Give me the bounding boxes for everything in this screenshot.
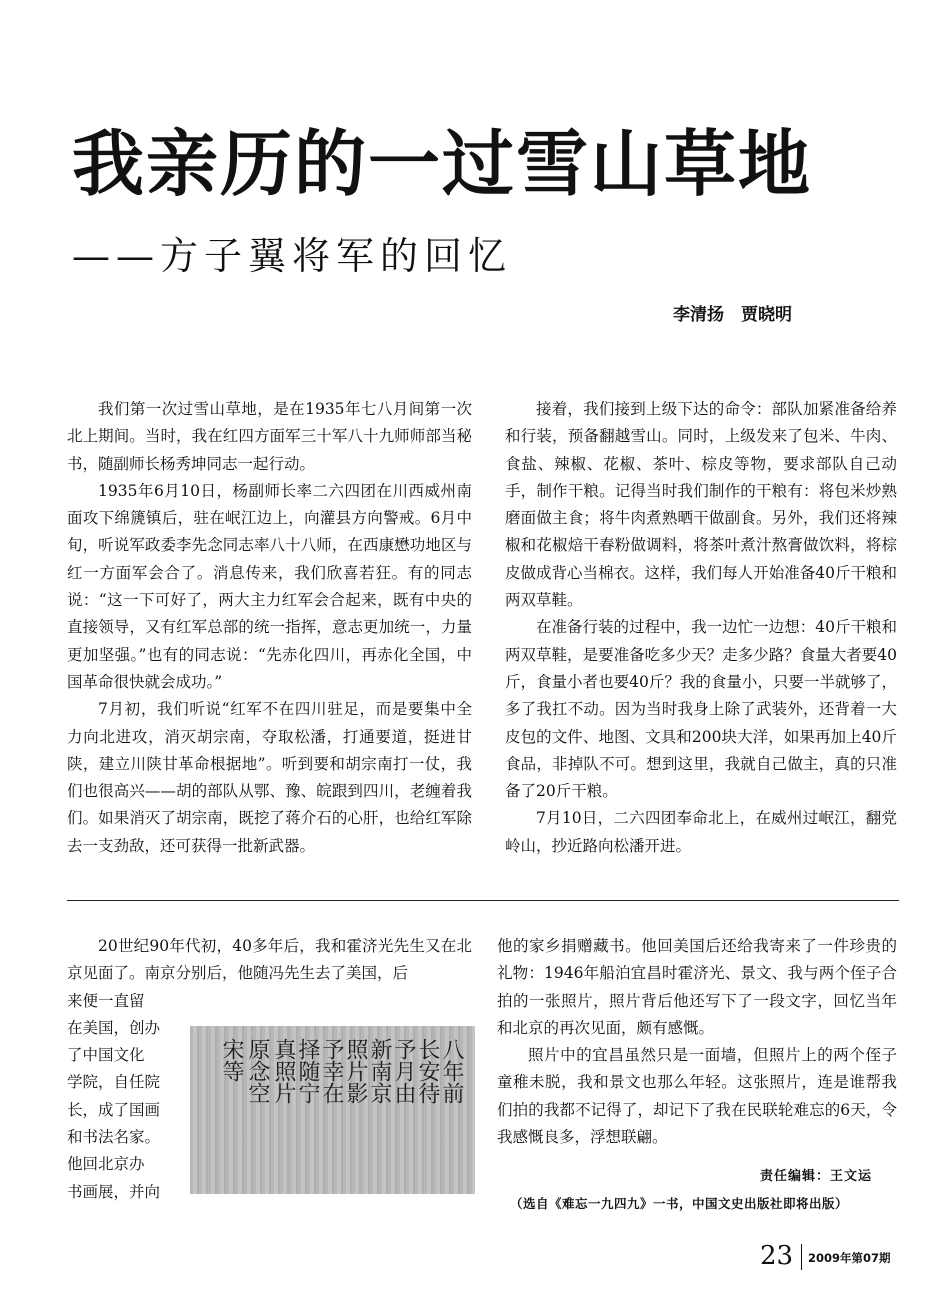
paragraph: 照片中的宜昌虽然只是一面墙，但照片上的两个侄子童稚未脱，我和景文也那么年轻。这张照片，连是谁帮我们拍的我都不记得了，却记下了我在民联轮难忘的6天，令我感慨良多，浮想联翩。	[497, 1046, 897, 1147]
calligraphy-column: 真照片	[271, 1038, 296, 1104]
paragraph: 7月10日，二六四团奉命北上，在威州过岷江，翻党岭山，抄近路向松潘开进。	[505, 809, 897, 855]
calligraphy-column: 长安待	[415, 1038, 440, 1104]
note-wrap-line: 书画展，并向	[67, 1182, 161, 1201]
note-right-column	[497, 933, 897, 1151]
note-wrap-line: 学院，自任院	[67, 1073, 161, 1092]
section-divider	[67, 900, 899, 901]
note-wrap-line: 来便一直留	[67, 991, 145, 1010]
note-wrap-line: 在美国，创办	[67, 1018, 161, 1037]
calligraphy-column: 新南京	[367, 1038, 392, 1104]
note-wrap-line: 了中国文化	[67, 1046, 145, 1065]
right-column	[505, 396, 897, 860]
calligraphy-column: 予月由	[391, 1038, 416, 1104]
footer-divider	[801, 1244, 802, 1270]
issue-label: 2009年第07期	[808, 1251, 891, 1265]
calligraphy-column: 宋等	[219, 1038, 244, 1082]
paragraph: 在准备行装的过程中，我一边忙一边想：40斤干粮和两双草鞋，是要准备吃多少天？走多少路？食量大者要40斤，食量小者也要40斤？我的食量小，只要一半就够了，多了我扛不动。因为当时我身上除了武装外，还背着一大皮包的文件、地图、文具和200块大洋，如果再加上40斤食品，非掉队不可。想到这里，我就自己做主，真的只准备了20斤干粮。	[505, 618, 897, 801]
paragraph: 我们第一次过雪山草地，是在1935年七八月间第一次北上期间。当时，我在红四方面军三十军八十九师师部当秘书，随副师长杨秀坤同志一起行动。	[67, 400, 472, 473]
calligraphy-photo	[190, 1026, 475, 1194]
article-authors: 李清扬 贾晓明	[673, 305, 792, 325]
article-subtitle: ——方子翼将军的回忆	[72, 234, 513, 278]
note-wrap-line: 他回北京办	[67, 1155, 145, 1174]
calligraphy-column: 八年前	[439, 1038, 464, 1104]
note-intro: 20世纪90年代初，40多年后，我和霍济光先生又在北京见面了。南京分别后，他随冯先生去了美国，后	[67, 937, 472, 983]
calligraphy-column: 原念空	[245, 1038, 270, 1104]
editor-credit: 责任编辑：王文运	[760, 1169, 873, 1184]
calligraphy-column: 照片影	[343, 1038, 368, 1104]
note-wrap-line: 和书法名家。	[67, 1128, 161, 1147]
page-number: 23	[760, 1241, 794, 1271]
paragraph: 他的家乡捐赠藏书。他回美国后还给我寄来了一件珍贵的礼物：1946年船泊宜昌时霍济光、景文、我与两个侄子合拍的一张照片，照片背后他还写下了一段文字，回忆当年和北京的再次见面，颇有感慨。	[497, 937, 897, 1037]
left-column	[67, 396, 472, 860]
note-wrap-line: 长，成了国画	[67, 1100, 161, 1119]
calligraphy-column: 择随宁	[295, 1038, 320, 1104]
paragraph: 接着，我们接到上级下达的命令：部队加紧准备给养和行装，预备翻越雪山。同时，上级发来了包米、牛肉、食盐、辣椒、花椒、茶叶、棕皮等物，要求部队自己动手，制作干粮。记得当时我们制作的干粮有：将包米炒熟磨面做主食；将牛肉煮熟晒干做副食。另外，我们还将辣椒和花椒焙干春粉做调料，将茶叶煮汁熬膏做饮料，将棕皮做成背心当棉衣。这样，我们每人开始准备40斤干粮和两双草鞋。	[505, 400, 897, 610]
calligraphy-column: 予幸在	[319, 1038, 344, 1104]
source-note: （选自《难忘一九四九》一书，中国文史出版社即将出版）	[510, 1196, 849, 1211]
paragraph: 1935年6月10日，杨副师长率二六四团在川西威州南面攻下绵篪镇后，驻在岷江边上，向灌县方向警戒。6月中旬，听说军政委李先念同志率八十八师，在西康懋功地区与红一方面军会合了。消息传来，我们欣喜若狂。有的同志说：“这一下可好了，两大主力红军会合起来，既有中央的直接领导，又有红军总部的统一指挥，意志更加统一，力量更加坚强。”也有的同志说：“先赤化四川，再赤化全国，中国革命很快就会成功。”	[67, 481, 472, 691]
article-title: 我亲历的一过雪山草地	[72, 122, 813, 206]
paragraph: 7月初，我们听说“红军不在四川驻足，而是要集中全力向北进攻，消灭胡宗南，夺取松潘，打通要道，挺进甘陕，建立川陕甘革命根据地”。听到要和胡宗南打一仗，我们也很高兴——胡的部队从鄂、豫、皖跟到四川，老缠着我们。如果消灭了胡宗南，既挖了蒋介石的心肝，也给红军除去一支劲敌，还可获得一批新武器。	[67, 700, 472, 855]
